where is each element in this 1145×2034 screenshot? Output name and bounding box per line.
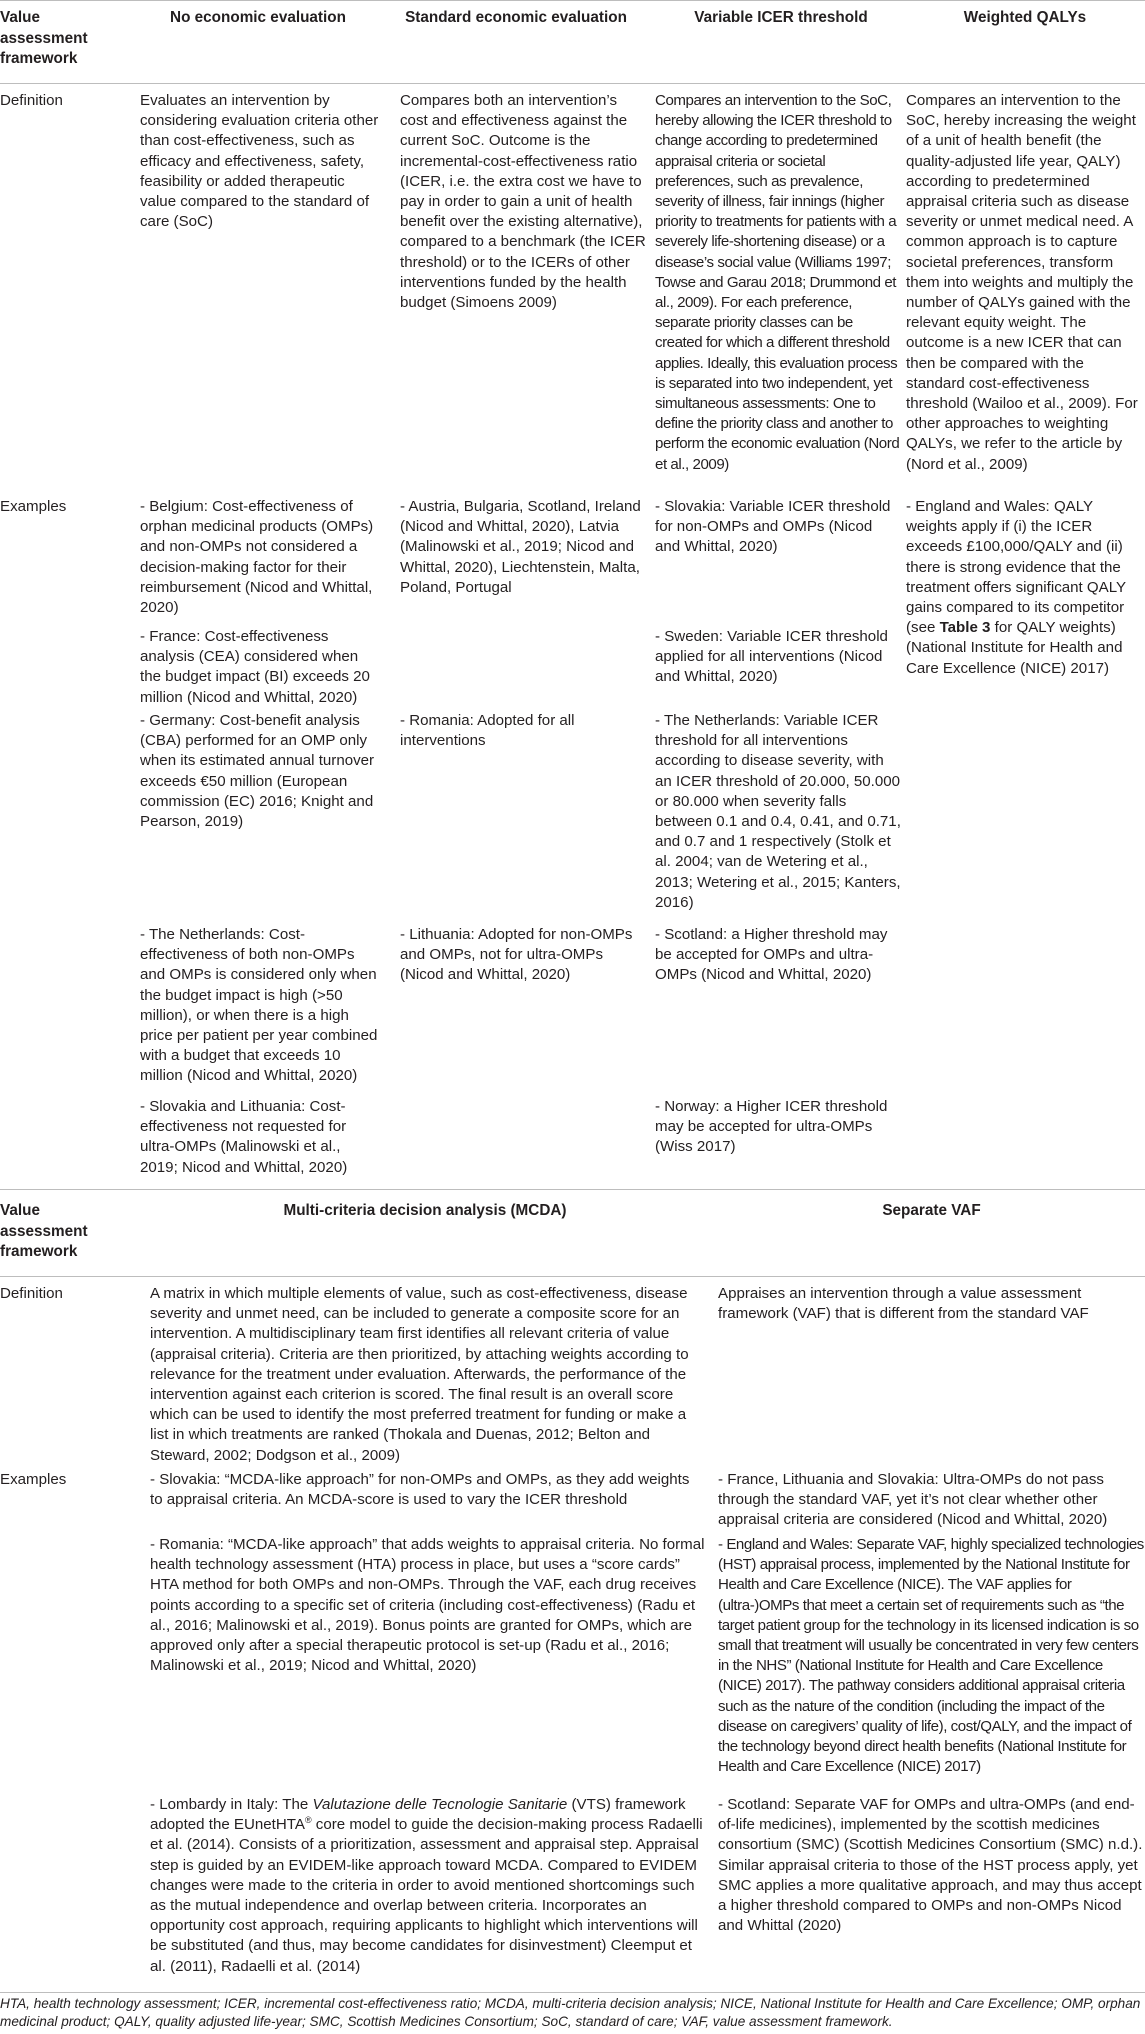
t1-example-belgium: - Belgium: Cost-effectiveness of orphan medicinal products (OMPs) and non-OMPs not considered a decision-making factor for their reimbursement (Nicod and Whittal, 2020) — [140, 498, 374, 617]
table1-top-rule — [0, 0, 1145, 1]
t2-header-framework: Value assessment framework — [0, 1202, 88, 1261]
t1-example-austria-etc: - Austria, Bulgaria, Scotland, Ireland (Nicod and Whittal, 2020), Latvia (Malinowski et al., 2019; Nicod and Whittal, 2020), Liechtenstein, Malta, Poland, Portugal — [400, 498, 641, 596]
t1-header-no-economic-evaluation: No economic evaluation — [170, 9, 346, 26]
t2-example-slovakia-mcda: - Slovakia: “MCDA-like approach” for non-OMPs and OMPs, as they add weights to appraisal criteria. An MCDA-score is used to vary the ICER threshold — [150, 1471, 690, 1509]
table-footnote: HTA, health technology assessment; ICER, incremental cost-effectiveness ratio; MCDA, multi-criteria decision analysis; NICE, National Institute for Health and Care Excellence; OMP, orphan medicinal product; QALY, quality adjusted life-year; SMC, Scottish Medicines Consortium; SoC, standard of care; VAF, value assessment framework. — [0, 1996, 1141, 2030]
t2-examples-label: Examples — [0, 1471, 67, 1488]
t1-example-scotland: - Scotland: a Higher threshold may be accepted for OMPs and ultra-OMPs (Nicod and Whittal, 2020) — [655, 926, 888, 984]
t2-example-lombardy: - Lombardy in Italy: The Valutazione delle Tecnologie Sanitarie (VTS) framework adopted the EUnetHTA® core model to guide the decision-making process Radaelli et al. (2014). Consists of a prioritization, assessment and appraisal step. Appraisal step is guided by an EVIDEM-like approach toward MCDA. Compared to EVIDEM changes were made to the criteria in order to avoid mentioned shortcomings such as the mutual independence and overlap between criteria. Incorporates an opportunity cost approach, requiring applicants to highlight which interventions will be substituted (and thus, may become candidates for disinvestment) Cleemput et al. (2011), Radaelli et al. (2014) — [150, 1796, 703, 1975]
t1-definition-weighted-qalys: Compares an intervention to the SoC, hereby increasing the weight of a unit of health benefit (the quality-adjusted life year, QALY) according to predetermined appraisal criteria such as disease severity or unmet medical need. A common approach is to capture societal preferences, transform them into weights and multiply the number of QALYs gained with the relevant equity weight. The outcome is a new ICER that can then be compared with the standard cost-effectiveness threshold (Wailoo et al., 2009). For other approaches to weighting QALYs, we refer to the article by (Nord et al., 2009) — [906, 92, 1138, 473]
t1-example-norway: - Norway: a Higher ICER threshold may be accepted for ultra-OMPs (Wiss 2017) — [655, 1098, 888, 1156]
t1-example-slovakia-lithuania: - Slovakia and Lithuania: Cost-effectiveness not requested for ultra-OMPs (Malinowski et al., 2019; Nicod and Whittal, 2020) — [140, 1098, 348, 1176]
t1-example-sweden: - Sweden: Variable ICER threshold applied for all interventions (Nicod and Whittal, 2020) — [655, 628, 888, 686]
t1-example-netherlands-variable: - The Netherlands: Variable ICER threshold for all interventions according to disease severity, with an ICER threshold of 20.000, 50.000 or 80.000 when severity falls between 0.1 and 0.4, 0.41, and 0.71, and 0.7 and 1 respectively (Stolk et al. 2004; van de Wetering et al., 2013; Wetering et al., 2015; Kanters, 2016) — [655, 712, 901, 911]
t2-example-france-lithuania-slovakia: - France, Lithuania and Slovakia: Ultra-OMPs do not pass through the standard VAF, yet it’s not clear whether other appraisal criteria are considered (Nicod and Whittal, 2020) — [718, 1471, 1108, 1529]
t2-definition-separate-vaf: Appraises an intervention through a value assessment framework (VAF) that is different from the standard VAF — [718, 1285, 1089, 1323]
table2-header-rule — [0, 1276, 1145, 1277]
t2-definition-label: Definition — [0, 1285, 63, 1302]
t1-definition-variable-icer-threshold: Compares an intervention to the SoC, hereby allowing the ICER threshold to change according to predetermined appraisal criteria or societal preferences, such as prevalence, severity of illness, fair innings (higher priority to treatments for patients with a severely life-shortening disease) or a disease’s social value (Williams 1997; Towse and Garau 2018; Drummond et al., 2009). For each preference, separate priority classes can be created for which a different threshold applies. Ideally, this evaluation process is separated into two independent, yet simultaneous assessments: One to define the priority class and another to perform the economic evaluation (Nord et al., 2009) — [655, 92, 900, 473]
t2-header-mcda: Multi-criteria decision analysis (MCDA) — [283, 1202, 567, 1219]
table1-bottom-rule — [0, 1189, 1145, 1190]
t1-definition-label: Definition — [0, 92, 63, 109]
t1-examples-label: Examples — [0, 498, 67, 515]
t1-definition-no-economic-evaluation: Evaluates an intervention by considering evaluation criteria other than cost-effectiveness, such as efficacy and effectiveness, safety, feasibility or added therapeutic value compared to the standard of care (SoC) — [140, 92, 379, 231]
table2-bottom-rule — [0, 1992, 1145, 1993]
t2-header-separate-vaf: Separate VAF — [882, 1202, 981, 1219]
t2-definition-mcda: A matrix in which multiple elements of value, such as cost-effectiveness, disease severity and unmet need, can be included to generate a composite score for an intervention. A multidisciplinary team first identifies all relevant criteria of value (appraisal criteria). Criteria are then prioritized, by attaching weights according to relevance for the treatment under evaluation. Afterwards, the performance of the intervention against each criterion is scored. The final result is an overall score which can be used to identify the most preferred treatment for funding or make a list in which treatments are ranked (Thokala and Duenas, 2012; Belton and Steward, 2002; Dodgson et al., 2009) — [150, 1285, 689, 1464]
t1-header-standard-economic-evaluation: Standard economic evaluation — [405, 9, 627, 26]
t2-example-scotland-smc: - Scotland: Separate VAF for OMPs and ultra-OMPs (and end-of-life medicines), implemented by the scottish medicines consortium (SMC) (Scottish Medicines Consortium (SMC) n.d.). Similar appraisal criteria to those of the HST process apply, yet SMC applies a more qualitative approach, and may thus accept a higher threshold compared to OMPs and non-OMPs Nicod and Whittal (2020) — [718, 1796, 1143, 1935]
t1-example-netherlands: - The Netherlands: Cost-effectiveness of both non-OMPs and OMPs is considered only when the budget impact is high (>50 million), or when there is a high price per patient per year combined with a budget that exceeds 10 million (Nicod and Whittal, 2020) — [140, 926, 378, 1085]
t2-example-england-wales-hst: - England and Wales: Separate VAF, highly specialized technologies (HST) appraisal process, implemented by the National Institute for Health and Care Excellence (NICE). The VAF applies for (ultra-)OMPs that meet a certain set of requirements such as “the target patient group for the technology in its licensed indication is so small that treatment will usually be concentrated in very few centers in the NHS” (National Institute for Health and Care Excellence (NICE) 2017). The pathway considers additional appraisal criteria such as the nature of the condition (including the impact of the disease on caregivers’ quality of life), cost/QALY, and the impact of the technology beyond direct health benefits (National Institute for Health and Care Excellence (NICE) 2017) — [718, 1536, 1144, 1776]
t1-header-framework: Value assessment framework — [0, 9, 88, 68]
table1-header-rule — [0, 83, 1145, 84]
t1-header-variable-icer-threshold: Variable ICER threshold — [694, 9, 868, 26]
t1-example-lithuania: - Lithuania: Adopted for non-OMPs and OMPs, not for ultra-OMPs (Nicod and Whittal, 2020) — [400, 926, 633, 984]
t1-example-england-wales-qaly: - England and Wales: QALY weights apply if (i) the ICER exceeds £100,000/QALY and (ii) there is strong evidence that the treatment offers significant QALY gains compared to its competitor (see Table 3 for QALY weights) (National Institute for Health and Care Excellence (NICE) 2017) — [906, 498, 1126, 677]
t1-example-romania: - Romania: Adopted for all interventions — [400, 712, 575, 750]
t1-example-france: - France: Cost-effectiveness analysis (CEA) considered when the budget impact (BI) exceeds 20 million (Nicod and Whittal, 2020) — [140, 628, 370, 706]
table3-reference[interactable]: Table 3 — [939, 619, 991, 637]
t1-header-weighted-qalys: Weighted QALYs — [963, 9, 1087, 26]
t1-definition-standard-economic-evaluation: Compares both an intervention’s cost and effectiveness against the current SoC. Outcome is the incremental-cost-effectiveness ratio (ICER, i.e. the extra cost we have to pay in order to gain a unit of health benefit over the existing alternative), compared to a benchmark (the ICER threshold) or to the ICERs of other interventions funded by the health budget (Simoens 2009) — [400, 92, 646, 312]
t1-example-slovakia: - Slovakia: Variable ICER threshold for non-OMPs and OMPs (Nicod and Whittal, 2020) — [655, 498, 891, 556]
t1-example-germany: - Germany: Cost-benefit analysis (CBA) performed for an OMP only when its estimated annual turnover exceeds €50 million (European commission (EC) 2016; Knight and Pearson, 2019) — [140, 712, 375, 831]
t2-example-romania-mcda: - Romania: “MCDA-like approach” that adds weights to appraisal criteria. No formal health technology assessment (HTA) process in place, but uses a “score cards” HTA method for both OMPs and non-OMPs. Through the VAF, each drug receives points according to a specific set of criteria (including cost-effectiveness) (Radu et al., 2016; Malinowski et al., 2019). Bonus points are granted for OMPs, which are approved only after a special therapeutic protocol is set-up (Radu et al., 2016; Malinowski et al., 2019; Nicod and Whittal, 2020) — [150, 1536, 705, 1675]
